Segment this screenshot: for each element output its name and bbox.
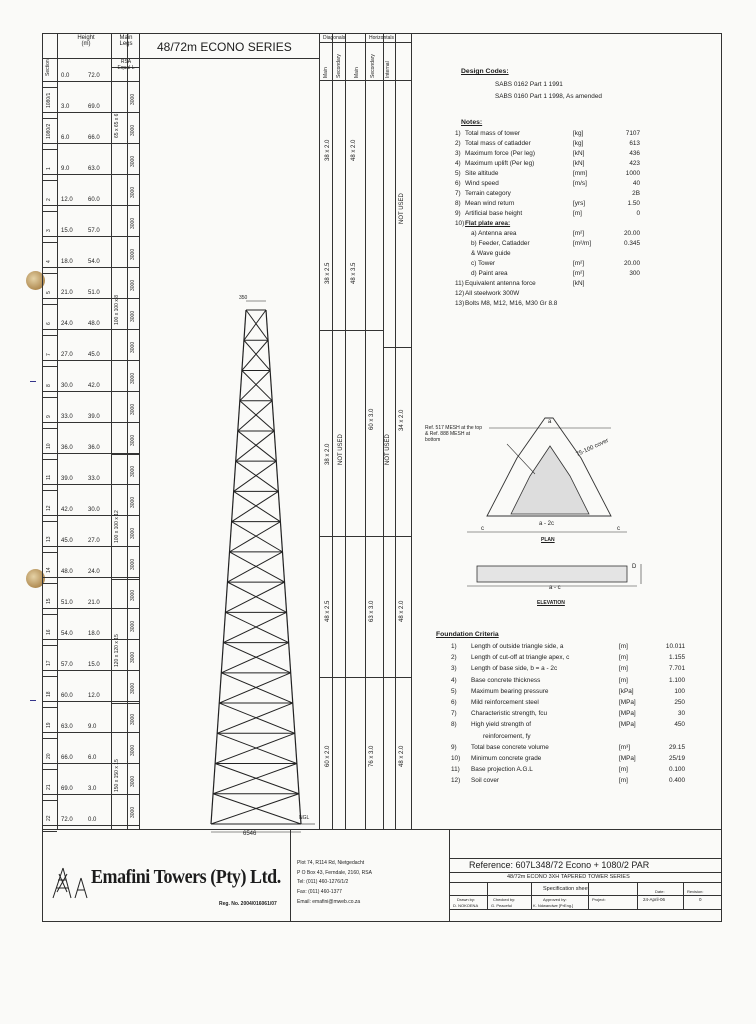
foundation-unit: [MPa] — [619, 721, 636, 729]
note-num: 13) — [455, 300, 465, 307]
foundation-num: 11) — [451, 766, 460, 774]
foundation-label: Length of cut-off at triangle apex, c — [471, 654, 570, 662]
horiz-internal-3: 48 x 2.0 — [399, 600, 405, 622]
height-to: 15.0 — [88, 662, 100, 668]
note-label: Flat plate area: — [465, 220, 511, 227]
height-to: 36.0 — [88, 445, 100, 451]
leg-length: 3000 — [130, 558, 136, 570]
height-from: 9.0 — [61, 166, 70, 172]
height-from: 6.0 — [61, 135, 70, 141]
height-from: 54.0 — [61, 631, 73, 637]
note-label: a) Antenna area — [471, 230, 517, 237]
address-line-1: Plot 74, R114 Rd, Nietgedacht — [297, 860, 365, 866]
height-from: 63.0 — [61, 724, 73, 730]
note-label: Total mass of catladder — [465, 140, 531, 147]
note-unit: [mm] — [573, 170, 588, 177]
diag-main-4: 48 x 2.5 — [325, 600, 331, 622]
height-from: 27.0 — [61, 352, 73, 358]
foundation-num: 2) — [451, 654, 457, 662]
note-value: 7107 — [625, 130, 640, 137]
foundation-unit: [m] — [619, 665, 628, 673]
foundation-num: 3) — [451, 665, 457, 673]
height-from: 33.0 — [61, 414, 73, 420]
note-unit: [m²] — [573, 270, 585, 277]
dim-cover: 75-100 cover — [575, 437, 610, 459]
diag-secondary-col: Secondary — [336, 54, 342, 78]
leg-length: 3000 — [130, 310, 136, 322]
height-from: 3.0 — [61, 104, 70, 110]
leg-length: 3000 — [130, 341, 136, 353]
height-to: 54.0 — [88, 259, 100, 265]
note-num: 10) — [455, 220, 465, 227]
section-id: 13 — [46, 536, 52, 542]
checked-by-label: Checked by: — [493, 897, 516, 902]
diag-secondary-note: NOT USED — [338, 434, 344, 465]
section-id: 19 — [46, 722, 52, 728]
leg-length: 3000 — [130, 279, 136, 291]
leg-length: 3000 — [130, 93, 136, 105]
checked-by: G. Peaceful — [491, 903, 512, 908]
height-header: Height (m) — [77, 35, 95, 47]
foundation-label: Base projection A.G.L — [471, 766, 533, 774]
leg-length: 3000 — [130, 589, 136, 601]
foundation-value: 29.15 — [669, 743, 685, 751]
note-label: Artificial base height — [465, 210, 523, 217]
horiz-main-5: 76 x 3.0 — [369, 745, 375, 767]
reference: Reference: 607L348/72 Econo + 1080/2 PAR — [469, 860, 650, 870]
dim-ac: a - c — [549, 585, 561, 591]
height-from: 45.0 — [61, 538, 73, 544]
diag-main-2: 38 x 2.5 — [325, 262, 331, 284]
note-label: Site altitude — [465, 170, 499, 177]
height-from: 48.0 — [61, 569, 73, 575]
plan-label: PLAN — [541, 537, 555, 543]
note-unit: [kN] — [573, 160, 585, 167]
foundation-label: Characteristic strength, fcu — [471, 710, 548, 718]
leg-length: 3000 — [130, 217, 136, 229]
foundation-num: 8) — [451, 721, 457, 729]
height-from: 42.0 — [61, 507, 73, 513]
sheet-name: Specification sheet — [543, 886, 590, 892]
dim-d: D — [632, 564, 637, 570]
note-unit: [m²/m] — [573, 240, 592, 247]
pen-mark — [30, 700, 36, 701]
leg-length: 3000 — [130, 620, 136, 632]
note-num: 11) — [455, 280, 464, 287]
foundation-unit: [m] — [619, 676, 628, 684]
note-unit: [m²] — [573, 230, 585, 237]
height-to: 9.0 — [88, 724, 97, 730]
note-unit: [m²] — [573, 260, 585, 267]
note-label: Total mass of tower — [465, 130, 521, 137]
note-num: 6) — [455, 180, 461, 187]
section-id: 17 — [46, 660, 52, 666]
section-id: 8 — [46, 384, 52, 387]
leg-length: 3000 — [130, 651, 136, 663]
height-to: 33.0 — [88, 476, 100, 482]
mesh-note: Ref. 517 MESH at the top & Ref. 888 MESH at bottom — [425, 425, 482, 443]
note-label: & Wave guide — [471, 250, 511, 257]
note-num: 3) — [455, 150, 461, 157]
dim-a2c: a - 2c — [539, 521, 555, 527]
horiz-secondary-note: NOT USED — [385, 434, 391, 465]
leg-length: 3000 — [130, 744, 136, 756]
leg-size: 65 x 65 x 6 — [114, 113, 120, 138]
section-id: 5 — [46, 291, 52, 294]
leg-length: 3000 — [130, 124, 136, 136]
section-id: 12 — [46, 505, 52, 511]
height-to: 69.0 — [88, 104, 100, 110]
foundation-label: Soil cover — [471, 777, 500, 785]
leg-length: 3000 — [130, 434, 136, 446]
foundation-value: 450 — [674, 721, 685, 729]
section-id: 18 — [46, 691, 52, 697]
diag-main-3: 38 x 2.0 — [325, 443, 331, 465]
foundation-label: Total base concrete volume — [471, 743, 549, 751]
tower-description: 48/72m ECONO 3XH TAPERED TOWER SERIES — [507, 874, 630, 880]
diag-main-col: Main — [323, 67, 329, 78]
note-value: 1.50 — [627, 200, 640, 207]
foundation-unit: [MPa] — [619, 755, 636, 762]
note-label: Terrain category — [465, 190, 511, 197]
note-value: 613 — [629, 140, 640, 147]
note-unit: [m] — [573, 210, 582, 217]
height-from: 15.0 — [61, 228, 73, 234]
dim-a: a — [548, 419, 552, 425]
height-to: 27.0 — [88, 538, 100, 544]
note-value: 2B — [632, 190, 640, 197]
note-value: 300 — [629, 270, 640, 277]
note-label: Wind speed — [465, 180, 499, 187]
dim-c-left: c — [481, 526, 484, 532]
section-id: 1 — [46, 167, 52, 170]
height-to: 21.0 — [88, 600, 100, 606]
note-unit: [m/s] — [573, 180, 587, 187]
foundation-unit: [m] — [619, 766, 628, 774]
note-value: 436 — [629, 150, 640, 157]
address-line-4: Fax: (011) 460-1377 — [297, 889, 342, 895]
foundation-value: 250 — [674, 699, 685, 706]
note-value: 0 — [636, 210, 640, 217]
height-from: 39.0 — [61, 476, 73, 482]
section-id: 21 — [46, 784, 52, 790]
section-id: 10 — [46, 443, 52, 449]
foundation-label: Mild reinforcement steel — [471, 699, 539, 706]
note-num: 8) — [455, 200, 461, 207]
height-from: 57.0 — [61, 662, 73, 668]
foundation-label: Minimum concrete grade — [471, 755, 542, 762]
note-value: 20.00 — [624, 230, 640, 237]
height-to: 3.0 — [88, 786, 97, 792]
date-label: Date: — [655, 889, 665, 894]
height-from: 60.0 — [61, 693, 73, 699]
note-unit: [yrs] — [573, 200, 586, 207]
note-label: b) Feeder, Catladder — [471, 240, 530, 247]
height-from: 51.0 — [61, 600, 73, 606]
section-id: 7 — [46, 353, 52, 356]
approved-by-label: Approved by: — [543, 897, 567, 902]
foundation-value: 7.701 — [669, 665, 685, 673]
height-to: 0.0 — [88, 817, 97, 823]
note-label: Mean wind return — [465, 200, 515, 207]
foundation-label: Length of base side, b = a - 2c — [471, 665, 558, 673]
note-num: 4) — [455, 160, 461, 167]
height-from: 72.0 — [61, 817, 73, 823]
note-value: 0.345 — [624, 240, 640, 247]
height-from: 18.0 — [61, 259, 73, 265]
height-from: 21.0 — [61, 290, 73, 296]
note-unit: [kg] — [573, 130, 584, 137]
dim-c-right: c — [617, 526, 620, 532]
height-from: 0.0 — [61, 73, 70, 79]
main-legs-header: Main Legs — [119, 35, 133, 47]
project-label: Project: — [592, 897, 606, 902]
height-to: 45.0 — [88, 352, 100, 358]
height-to: 6.0 — [88, 755, 97, 761]
section-id: 3 — [46, 229, 52, 232]
horiz-main-4: 63 x 3.0 — [369, 600, 375, 622]
height-from: 12.0 — [61, 197, 73, 203]
note-label: d) Paint area — [471, 270, 508, 277]
note-value: 20.00 — [624, 260, 640, 267]
leg-length: 3000 — [130, 186, 136, 198]
foundation-unit: [m] — [619, 654, 628, 662]
section-id: 6 — [46, 322, 52, 325]
height-from: 24.0 — [61, 321, 73, 327]
company-logo — [49, 864, 89, 900]
foundation-value: 100 — [674, 687, 685, 695]
horiz-internal-1: NOT USED — [399, 193, 405, 224]
height-to: 12.0 — [88, 693, 100, 699]
foundation-value: 1.155 — [669, 654, 685, 662]
foundation-num: 5) — [451, 687, 457, 695]
note-label: All steelwork 300W — [465, 290, 520, 297]
section-id: 1080/2 — [46, 123, 52, 139]
foundation-unit: [MPa] — [619, 710, 636, 718]
drawing-sheet — [42, 33, 722, 922]
address-line-2: P O Box 43, Ferndale, 2160, RSA — [297, 870, 372, 876]
height-from: 36.0 — [61, 445, 73, 451]
tower-elevation — [193, 296, 319, 836]
section-id: 2 — [46, 198, 52, 201]
revision-value: 0 — [699, 897, 702, 902]
ngl-label: NGL — [299, 815, 310, 821]
height-to: 48.0 — [88, 321, 100, 327]
foundation-value: 0.400 — [669, 777, 685, 785]
height-from: 66.0 — [61, 755, 73, 761]
leg-length: 3000 — [130, 682, 136, 694]
address-line-5: Email: emafini@mweb.co.za — [297, 899, 361, 905]
foundation-label: Length of outside triangle side, a — [471, 643, 564, 650]
date-value: 24-April-06 — [643, 897, 666, 902]
horiz-main-2: 48 x 3.5 — [351, 262, 357, 284]
note-num: 7) — [455, 190, 461, 197]
foundation-unit: [MPa] — [619, 699, 636, 706]
horiz-main-col: Main — [354, 67, 360, 78]
note-label: Maximum force (Per leg) — [465, 150, 535, 157]
rsa-header: RSA Equal L — [117, 59, 135, 71]
height-to: 39.0 — [88, 414, 100, 420]
leg-length: 3000 — [130, 496, 136, 508]
address-line-3: Tel: (011) 460-1276/1/2 — [297, 879, 349, 885]
note-value: 1000 — [625, 170, 640, 177]
height-to: 63.0 — [88, 166, 100, 172]
foundation-unit: [m] — [619, 643, 628, 650]
note-unit: [kN] — [573, 280, 585, 287]
foundation-num: 7) — [451, 710, 457, 718]
reg-number: Reg. No. 2004/016061/07 — [219, 901, 277, 907]
note-label: c) Tower — [471, 260, 496, 267]
foundation-label: Maximum bearing pressure — [471, 687, 549, 695]
leg-length: 3000 — [130, 403, 136, 415]
height-to: 24.0 — [88, 569, 100, 575]
foundation-value: 30 — [677, 710, 685, 718]
tower-base-width: 6546 — [243, 831, 257, 837]
section-id: 9 — [46, 415, 52, 418]
foundation-num: 12) — [451, 777, 461, 785]
section-id: 15 — [46, 598, 52, 604]
leg-length: 3000 — [130, 713, 136, 725]
height-to: 66.0 — [88, 135, 100, 141]
diagonals-header: Diagonals — [323, 35, 346, 41]
page-title: 48/72m ECONO SERIES — [157, 40, 292, 54]
section-id: 14 — [46, 567, 52, 573]
foundation-unit: [kPa] — [619, 687, 634, 695]
elevation-label: ELEVATION — [537, 600, 565, 606]
leg-size: 120 x 120 x 15 — [114, 634, 120, 667]
foundation-value: 25/19 — [669, 755, 685, 762]
drawn-by-label: Drawn by: — [457, 897, 476, 902]
design-code-2: SABS 0160 Part 1 1998, As amended — [495, 93, 602, 100]
foundation-num: 4) — [451, 676, 457, 684]
section-id: 11 — [46, 474, 52, 480]
leg-size: 100 x 100 x 8 — [114, 294, 120, 325]
leg-length: 3000 — [130, 527, 136, 539]
leg-length: 3000 — [130, 806, 136, 818]
design-code-1: SABS 0162 Part 1 1991 — [495, 81, 563, 88]
foundation-unit: [m³] — [619, 743, 631, 751]
height-from: 30.0 — [61, 383, 73, 389]
foundation-unit: [m] — [619, 777, 628, 785]
foundation-plan-sketch — [427, 414, 667, 614]
note-label: Bolts M8, M12, M16, M30 Gr 8.8 — [465, 300, 558, 307]
height-to: 57.0 — [88, 228, 100, 234]
note-label: Equivalent antenna force — [465, 280, 536, 287]
leg-length: 3000 — [130, 155, 136, 167]
height-from: 69.0 — [61, 786, 73, 792]
foundation-label: reinforcement, fy — [483, 732, 531, 740]
foundation-label: High yield strength of — [471, 721, 532, 729]
pen-mark — [30, 381, 36, 382]
leg-length: 3000 — [130, 465, 136, 477]
section-id: 4 — [46, 260, 52, 263]
height-to: 42.0 — [88, 383, 100, 389]
leg-length: 3000 — [130, 372, 136, 384]
foundation-num: 6) — [451, 699, 457, 706]
notes-title: Notes: — [461, 119, 483, 126]
leg-length: 3000 — [130, 248, 136, 260]
company-name: Emafini Towers (Pty) Ltd. — [91, 866, 281, 888]
height-to: 72.0 — [88, 73, 100, 79]
note-value: 423 — [629, 160, 640, 167]
note-num: 1) — [455, 130, 461, 137]
horiz-main-3: 60 x 3.0 — [369, 408, 375, 430]
height-to: 30.0 — [88, 507, 100, 513]
foundation-value: 1.100 — [669, 676, 685, 684]
diag-main-5: 60 x 2.0 — [325, 745, 331, 767]
foundation-value: 0.100 — [669, 766, 685, 774]
tower-top-width: 350 — [239, 295, 248, 301]
note-value: 40 — [632, 180, 640, 187]
foundation-title: Foundation Criteria — [436, 631, 499, 638]
section-header: Section — [45, 59, 51, 76]
approved-by: K. Ndwandwe [PrEng.] — [533, 903, 574, 908]
height-to: 51.0 — [88, 290, 100, 296]
height-to: 18.0 — [88, 631, 100, 637]
section-id: 1080/1 — [46, 92, 52, 108]
drawn-by: D. NOKOENA — [453, 903, 479, 908]
horizontals-header: Horizontals — [369, 35, 395, 41]
horiz-internal-4: 48 x 2.0 — [399, 745, 405, 767]
note-unit: [kg] — [573, 140, 584, 147]
horiz-internal-2: 34 x 2.0 — [399, 409, 405, 431]
note-unit: [kN] — [573, 150, 585, 157]
foundation-value: 10.011 — [665, 643, 685, 650]
foundation-num: 1) — [451, 643, 457, 650]
leg-size: 100 x 100 x 12 — [114, 510, 120, 543]
note-num: 12) — [455, 290, 465, 297]
horiz-secondary-col: Secondary — [370, 54, 376, 78]
section-id: 20 — [46, 753, 52, 759]
note-num: 5) — [455, 170, 461, 177]
section-id: 22 — [46, 815, 52, 821]
design-codes-title: Design Codes: — [461, 68, 509, 75]
note-label: Maximum uplift (Per leg) — [465, 160, 535, 167]
foundation-label: Base concrete thickness — [471, 676, 541, 684]
height-to: 60.0 — [88, 197, 100, 203]
foundation-num: 10) — [451, 755, 461, 762]
note-num: 2) — [455, 140, 461, 147]
horiz-main-1: 48 x 2.0 — [351, 139, 357, 161]
horiz-internal-col: Internal — [385, 61, 391, 78]
leg-size: 150 x 150 x 15 — [114, 759, 120, 792]
section-id: 16 — [46, 629, 52, 635]
foundation-num: 9) — [451, 743, 457, 751]
leg-length: 3000 — [130, 775, 136, 787]
diag-main-1: 38 x 2.0 — [325, 139, 331, 161]
note-num: 9) — [455, 210, 461, 217]
revision-label: Revision: — [687, 889, 704, 894]
